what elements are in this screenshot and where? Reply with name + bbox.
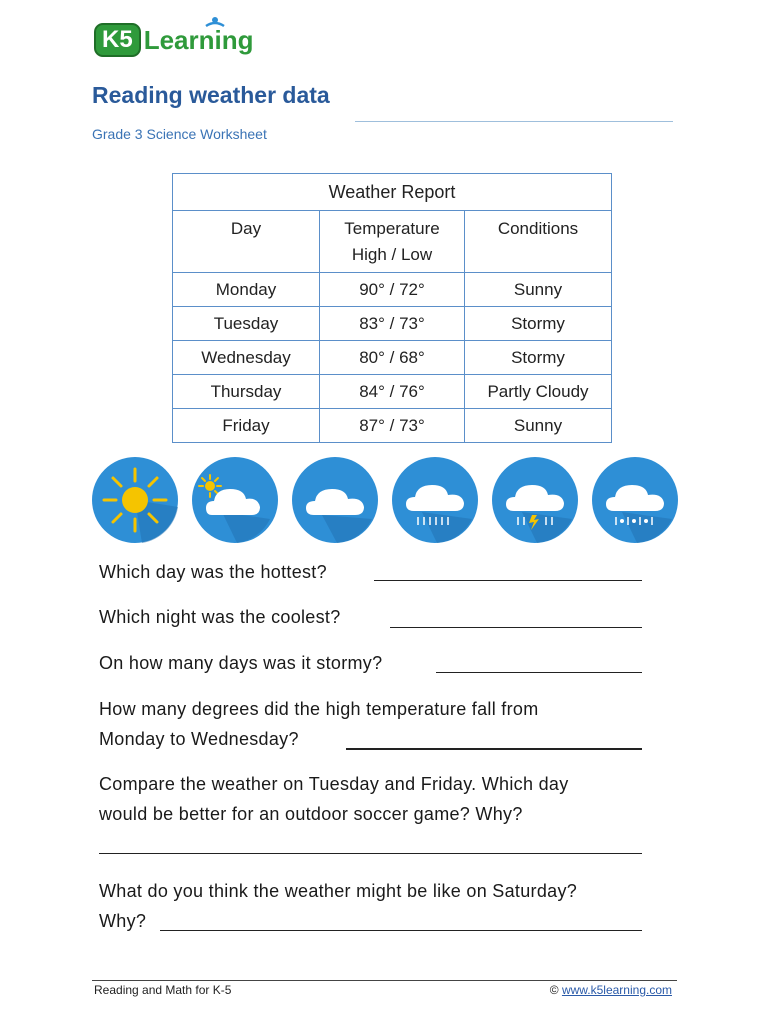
cell-day: Thursday: [173, 375, 320, 409]
question-text-line1: Compare the weather on Tuesday and Friday. Which day: [99, 774, 569, 794]
cell-day: Monday: [173, 273, 320, 307]
header-day: Day: [173, 211, 320, 273]
footer-copyright: [550, 983, 672, 997]
cell-day: Tuesday: [173, 307, 320, 341]
question-stormy-days: [99, 648, 382, 678]
question-saturday-weather: [99, 876, 577, 936]
logo-person-icon: [204, 16, 226, 34]
partly-cloudy-icon: [192, 457, 278, 543]
question-text-line1: What do you think the weather might be like on Saturday?: [99, 881, 578, 901]
table-row: [173, 409, 612, 443]
question-temperature-fall: [99, 694, 539, 754]
weather-icons-row: [92, 457, 678, 545]
cell-temp: 90° / 72°: [320, 273, 465, 307]
cell-conditions: Partly Cloudy: [465, 375, 612, 409]
footer-divider: [92, 980, 677, 981]
table-row: [173, 375, 612, 409]
sleet-icon: [592, 457, 678, 543]
answer-line-coolest-night[interactable]: [390, 627, 642, 628]
logo-badge: K5: [94, 23, 141, 57]
cloudy-icon: [292, 457, 378, 543]
title-divider: [355, 121, 673, 122]
cell-temp: 84° / 76°: [320, 375, 465, 409]
question-compare-weather: [99, 769, 569, 829]
question-text-line2: Monday to Wednesday?: [99, 729, 299, 749]
cell-conditions: Stormy: [465, 341, 612, 375]
cell-temp: 80° / 68°: [320, 341, 465, 375]
cell-conditions: Sunny: [465, 273, 612, 307]
k5-learning-logo: [94, 20, 253, 60]
rain-icon: [392, 457, 478, 543]
cell-day: Wednesday: [173, 341, 320, 375]
header-temperature: [320, 211, 465, 273]
question-text: Which night was the coolest?: [99, 607, 341, 627]
table-row: [173, 307, 612, 341]
table-caption: Weather Report: [173, 174, 612, 211]
cell-temp: 83° / 73°: [320, 307, 465, 341]
question-text: On how many days was it stormy?: [99, 653, 383, 673]
table-row: [173, 341, 612, 375]
page-title: Reading weather data: [92, 82, 330, 108]
footer-website-link[interactable]: www.k5learning.com: [561, 983, 672, 997]
sunny-icon: [92, 457, 178, 543]
answer-line-temperature-fall[interactable]: [346, 748, 642, 750]
question-text-line2: Why?: [99, 911, 147, 931]
cell-conditions: Sunny: [465, 409, 612, 443]
header-temperature-line1: Temperature: [344, 219, 440, 238]
copyright-symbol: ©: [549, 983, 559, 997]
page-subtitle: Grade 3 Science Worksheet: [92, 126, 267, 142]
table-row: [173, 273, 612, 307]
answer-line-compare-weather[interactable]: [99, 853, 642, 854]
weather-report-table: [172, 173, 612, 443]
logo-text: Learning: [143, 24, 254, 55]
answer-line-stormy-days[interactable]: [436, 672, 642, 673]
cell-day: Friday: [173, 409, 320, 443]
question-coolest-night: [99, 602, 341, 632]
thunderstorm-icon: [492, 457, 578, 543]
question-hottest-day: [99, 557, 327, 587]
header-conditions: Conditions: [465, 211, 612, 273]
header-temperature-line2: High / Low: [351, 245, 433, 264]
answer-line-hottest-day[interactable]: [374, 580, 642, 581]
footer-tagline: Reading and Math for K-5: [94, 983, 232, 997]
cell-temp: 87° / 73°: [320, 409, 465, 443]
answer-line-saturday-weather[interactable]: [160, 930, 642, 931]
question-text: Which day was the hottest?: [99, 562, 327, 582]
question-text-line2: would be better for an outdoor soccer game? Why?: [99, 804, 523, 824]
cell-conditions: Stormy: [465, 307, 612, 341]
question-text-line1: How many degrees did the high temperature fall from: [99, 699, 539, 719]
